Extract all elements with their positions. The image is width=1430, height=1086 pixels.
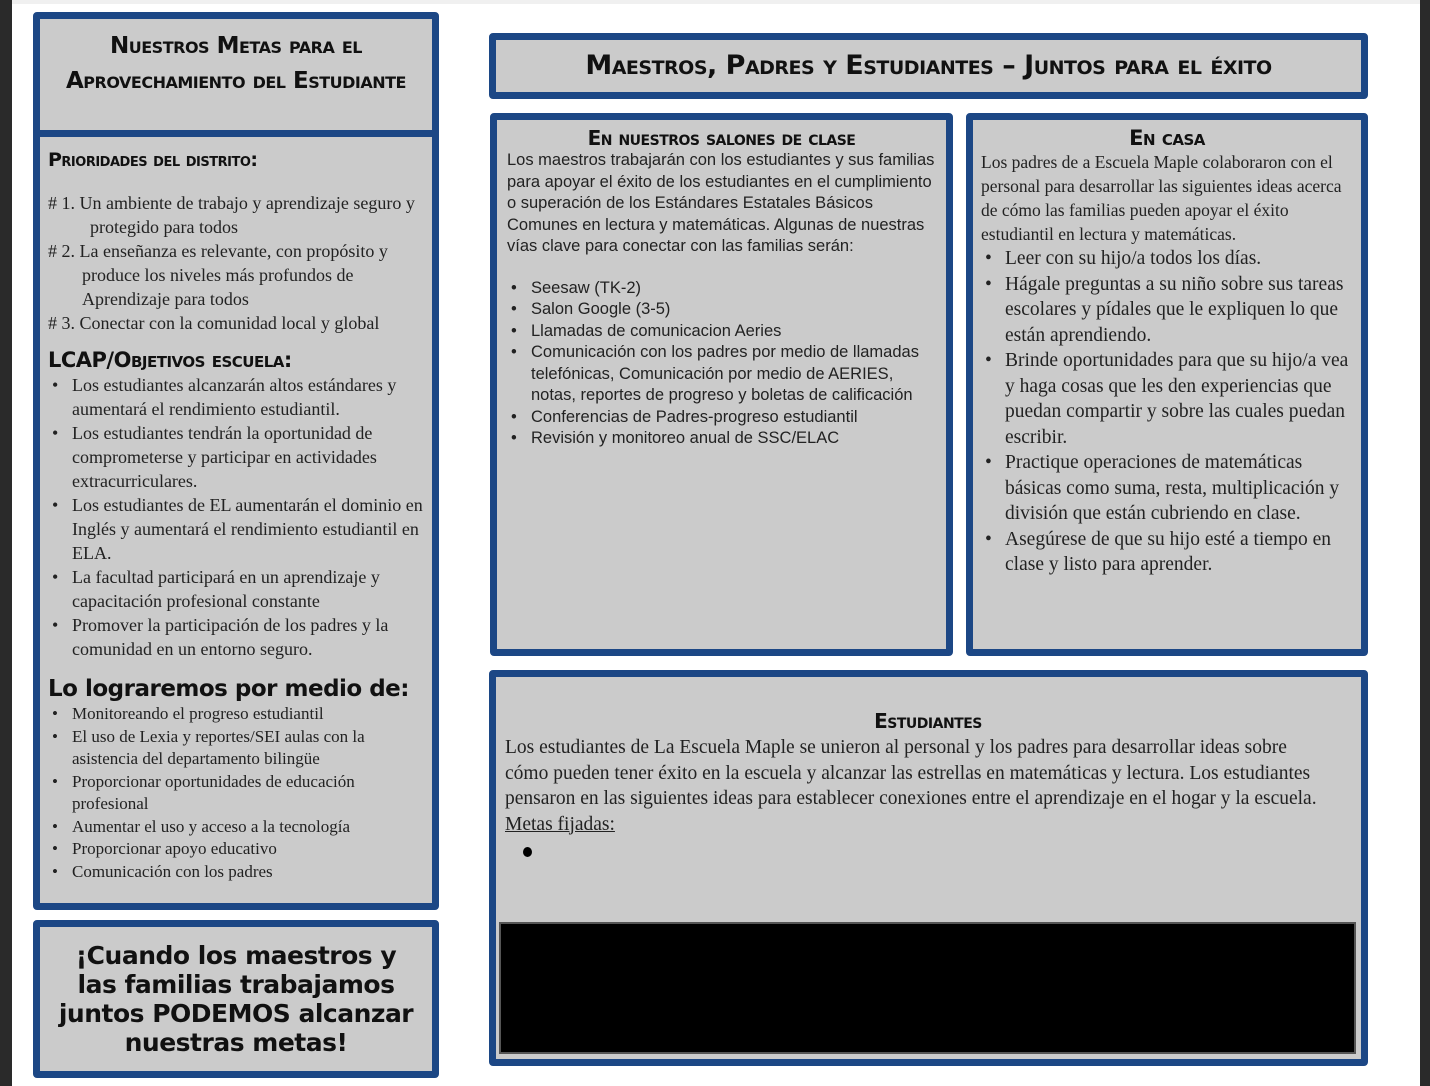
home-box [966,113,1368,656]
classroom-item: • Revisión y monitoreo anual de SSC/ELAC [507,428,936,450]
home-list [981,246,1353,578]
home-intro: Los padres de a Escuela Maple colaboraron con el personal para desarrollar las siguientes ideas acerca de cómo las familias pueden apoyar el éxito estudiantil en lectura y matemáticas. [981,152,1342,244]
home-item: • Practique operaciones de matemáticas básicas como suma, resta, multiplicación y división que están cubriendo en clase. [981,450,1353,527]
goals-title-box [33,12,439,137]
goals-title: Nuestros Metas para el Aprovechamiento del Estudiante [66,33,406,94]
means-item: • Proporcionar apoyo educativo [48,838,424,861]
classroom-heading: En nuestros salones de clase [587,126,856,150]
goals-content-box [33,130,439,910]
slogan: ¡Cuando los maestros y las familias trabajamos juntos PODEMOS alcanzar nuestras metas! [58,941,414,1057]
main-title-box [489,33,1368,99]
means-item: • Aumentar el uso y acceso a la tecnología [48,816,424,839]
means-item: • El uso de Lexia y reportes/SEI aulas con la asistencia del departamento bilingüe [48,726,424,771]
classroom-item: • Llamadas de comunicacion Aeries [507,321,936,343]
priority-item: # 3. Conectar con la comunidad local y global [48,313,380,333]
lcap-item: • Los estudiantes tendrán la oportunidad de comprometerse y participar en actividades extracurriculares. [48,421,424,493]
classroom-item: • Conferencias de Padres-progreso estudiantil [507,407,936,429]
means-list [48,703,424,883]
home-item: • Brinde oportunidades para que su hijo/a vea y haga cosas que les den experiencias que puedan compartir y sobre las cuales puedan escribir. [981,348,1353,450]
priorities-list [48,191,424,335]
lcap-item: • Promover la participación de los padres y la comunidad en un entorno seguro. [48,613,424,661]
lcap-item: • Los estudiantes alcanzarán altos estándares y aumentará el rendimiento estudiantil. [48,373,424,421]
classroom-item: • Comunicación con los padres por medio de llamadas telefónicas, Comunicación por medio de AERIES, notas, reportes de progreso y boletas de calificación [507,342,936,407]
redacted-area [499,922,1356,1054]
slogan-box [33,920,439,1078]
lcap-heading: LCAP/Objetivos escuela: [48,348,292,372]
lcap-item: • La facultad participará en un aprendizaje y capacitación profesional constante [48,565,424,613]
empty-bullet [523,847,532,857]
classroom-item: • Salon Google (3-5) [507,299,936,321]
home-item: • Hágale preguntas a su niño sobre sus tareas escolares y pídales que le expliquen lo que están aprendiendo. [981,272,1353,349]
priorities-heading: Prioridades del distrito: [48,149,258,171]
means-item: • Monitoreando el progreso estudiantil [48,703,424,726]
left-edge [0,0,12,1086]
top-edge [12,0,1420,4]
home-heading: En casa [1129,126,1205,150]
classroom-item: • Seesaw (TK-2) [507,278,936,300]
priority-item: # 1. Un ambiente de trabajo y aprendizaje seguro y protegido para todos [48,193,415,237]
means-heading: Lo lograremos por medio de: [48,676,409,702]
means-item: • Comunicación con los padres [48,861,424,884]
main-title: Maestros, Padres y Estudiantes – Juntos para el éxito [585,50,1272,81]
classroom-list [507,278,936,450]
students-heading: Estudiantes [874,709,982,733]
lcap-list [48,373,424,661]
goals-label: Metas fijadas: [505,813,615,835]
means-item: • Proporcionar oportunidades de educación profesional [48,771,424,816]
home-item: • Leer con su hijo/a todos los días. [981,246,1353,272]
priority-item: # 2. La enseñanza es relevante, con propósito y produce los niveles más profundos de Aprendizaje para todos [48,241,388,309]
students-text: Los estudiantes de La Escuela Maple se unieron al personal y los padres para desarrollar ideas sobre cómo pueden tener éxito en la escuela y alcanzar las estrellas en matemáticas y lectura. Los estudiantes pensaron en las siguientes ideas para establecer conexiones entre el aprendizaje en el hogar y la escuela. [505,737,1317,809]
home-item: • Asegúrese de que su hijo esté a tiempo en clase y listo para aprender. [981,527,1353,578]
classroom-box [490,113,953,656]
right-edge [1420,0,1430,1086]
classroom-intro: Los maestros trabajarán con los estudiantes y sus familias para apoyar el éxito de los estudiantes en el cumplimiento o superación de los Estándares Estatales Básicos Comunes en lectura y matemáticas. Algunas de nuestras vías clave para conectar con las familias serán: [507,151,935,255]
lcap-item: • Los estudiantes de EL aumentarán el dominio en Inglés y aumentará el rendimiento estudiantil en ELA. [48,493,424,565]
